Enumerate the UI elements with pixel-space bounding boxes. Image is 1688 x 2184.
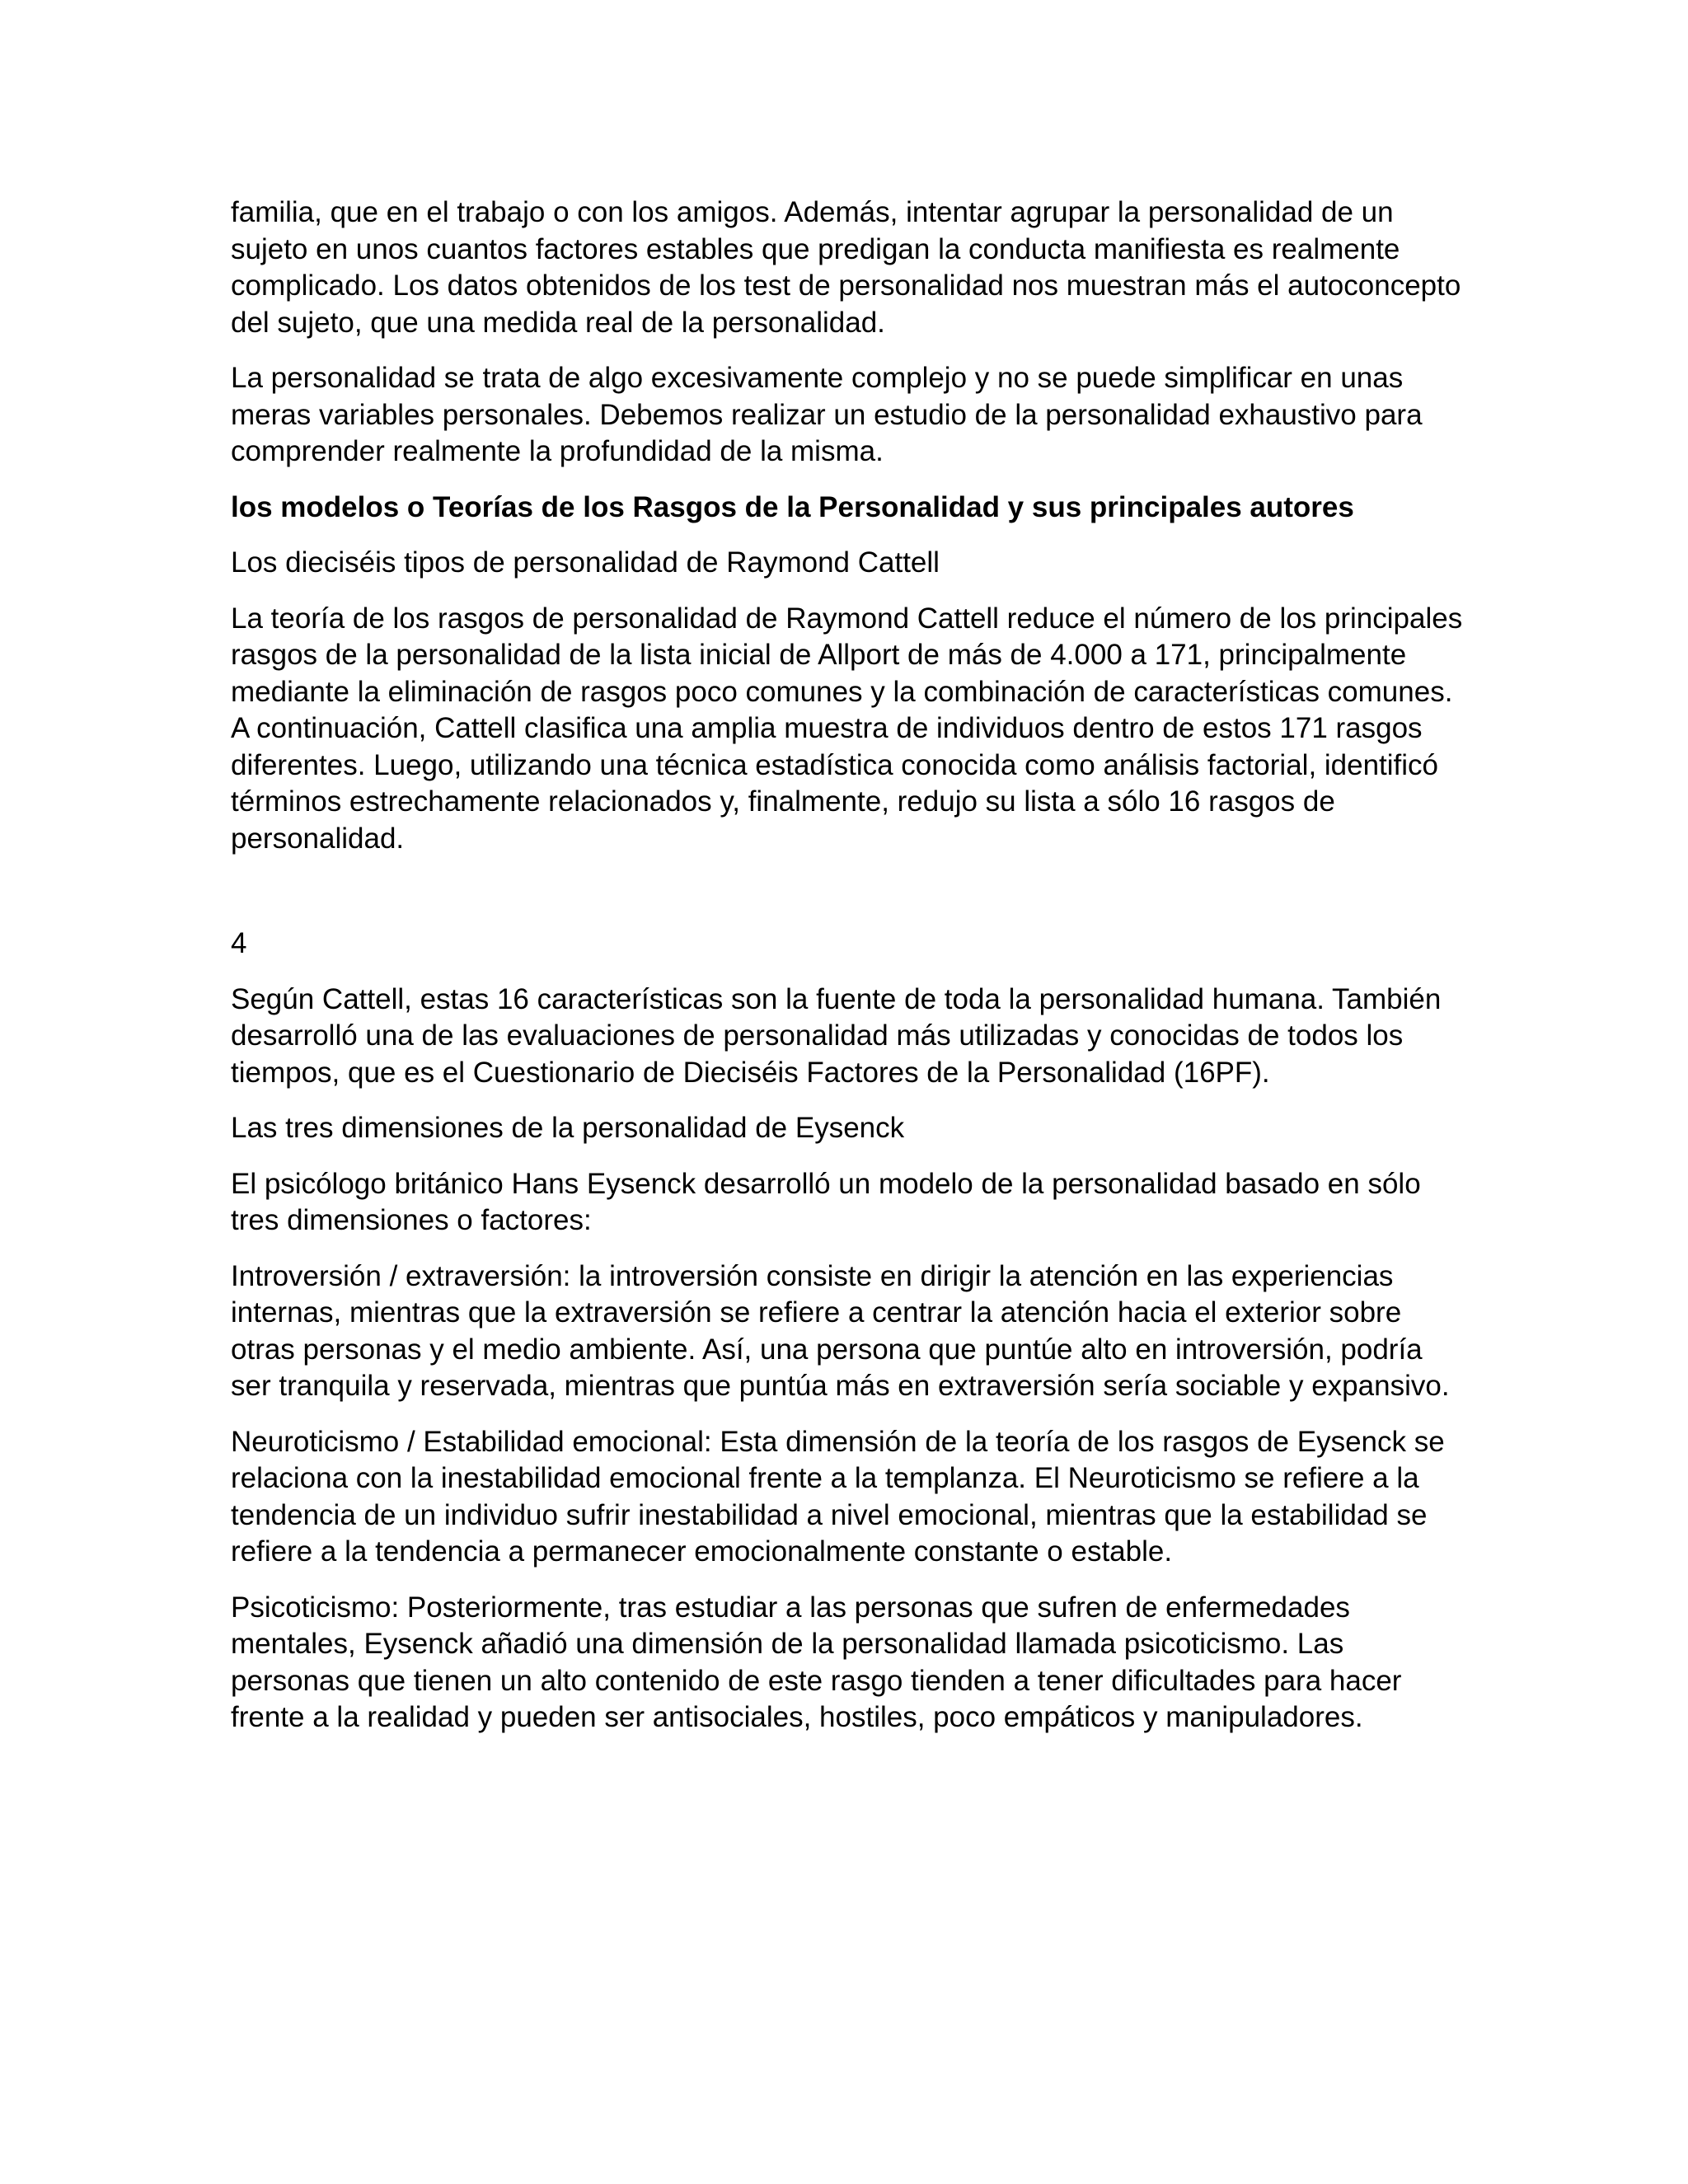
subheading-cattell: Los dieciséis tipos de personalidad de Raymond Cattell: [231, 546, 940, 579]
paragraph-personality-study: La personalidad se trata de algo excesivamente complejo y no se puede simplificar en unas meras variables personales. Debemos realizar un estudio de la personalidad exhaustivo para comprender realmente la profundidad de la misma.: [231, 362, 1423, 467]
paragraph-16pf: Según Cattell, estas 16 características son la fuente de toda la personalidad humana. También desarrolló una de las evaluaciones de personalidad más utilizadas y conocidas de todos los tiempos, que es el Cuestionario de Dieciséis Factores de la Personalidad (16PF).: [231, 982, 1442, 1089]
page-number: 4: [231, 927, 247, 959]
paragraph-eysenck-intro: El psicólogo británico Hans Eysenck desarrolló un modelo de la personalidad basado en sólo tres dimensiones o factores:: [231, 1167, 1421, 1236]
paragraph-personality-complexity: familia, que en el trabajo o con los amigos. Además, intentar agrupar la personalidad de un sujeto en unos cuantos factores estables que predigan la conducta manifiesta es realmente complicado. Los datos obtenidos de los test de personalidad nos muestran más el autoconcepto del sujeto, que una medida real de la personalidad.: [231, 196, 1461, 339]
paragraph-introversion: Introversión / extraversión: la introversión consiste en dirigir la atención en las experiencias internas, mientras que la extraversión se refiere a centrar la atención hacia el exterior sobre otras personas y el medio ambiente. Así, una persona que puntúe alto en introversión, podría ser tranquila y reservada, mientras que puntúa más en extraversión sería sociable y expansivo.: [231, 1259, 1450, 1402]
section-heading: los modelos o Teorías de los Rasgos de la Personalidad y sus principales autores: [231, 490, 1354, 523]
paragraph-cattell-theory: La teoría de los rasgos de personalidad de Raymond Cattell reduce el número de los principales rasgos de la personalidad de la lista inicial de Allport de más de 4.000 a 171, principalmente mediante la eliminación de rasgos poco comunes y la combinación de características comunes. A continuación, Cattell clasifica una amplia muestra de individuos dentro de estos 171 rasgos diferentes. Luego, utilizando una técnica estadística conocida como análisis factorial, identificó términos estrechamente relacionados y, finalmente, redujo su lista a sólo 16 rasgos de personalidad.: [231, 602, 1463, 855]
subheading-eysenck: Las tres dimensiones de la personalidad de Eysenck: [231, 1112, 905, 1144]
document-body: [231, 194, 1467, 1755]
paragraph-neuroticismo: Neuroticismo / Estabilidad emocional: Esta dimensión de la teoría de los rasgos de Eysenck se relaciona con la inestabilidad emocional frente a la templanza. El Neuroticismo se refiere a la tendencia de un individuo sufrir inestabilidad a nivel emocional, mientras que la estabilidad se refiere a la tendencia a permanecer emocionalmente constante o estable.: [231, 1425, 1445, 1568]
paragraph-psicoticismo: Psicoticismo: Posteriormente, tras estudiar a las personas que sufren de enfermedades mentales, Eysenck añadió una dimensión de la personalidad llamada psicoticismo. Las personas que tienen un alto contenido de este rasgo tienden a tener dificultades para hacer frente a la realidad y pueden ser antisociales, hostiles, poco empáticos y manipuladores.: [231, 1591, 1402, 1733]
